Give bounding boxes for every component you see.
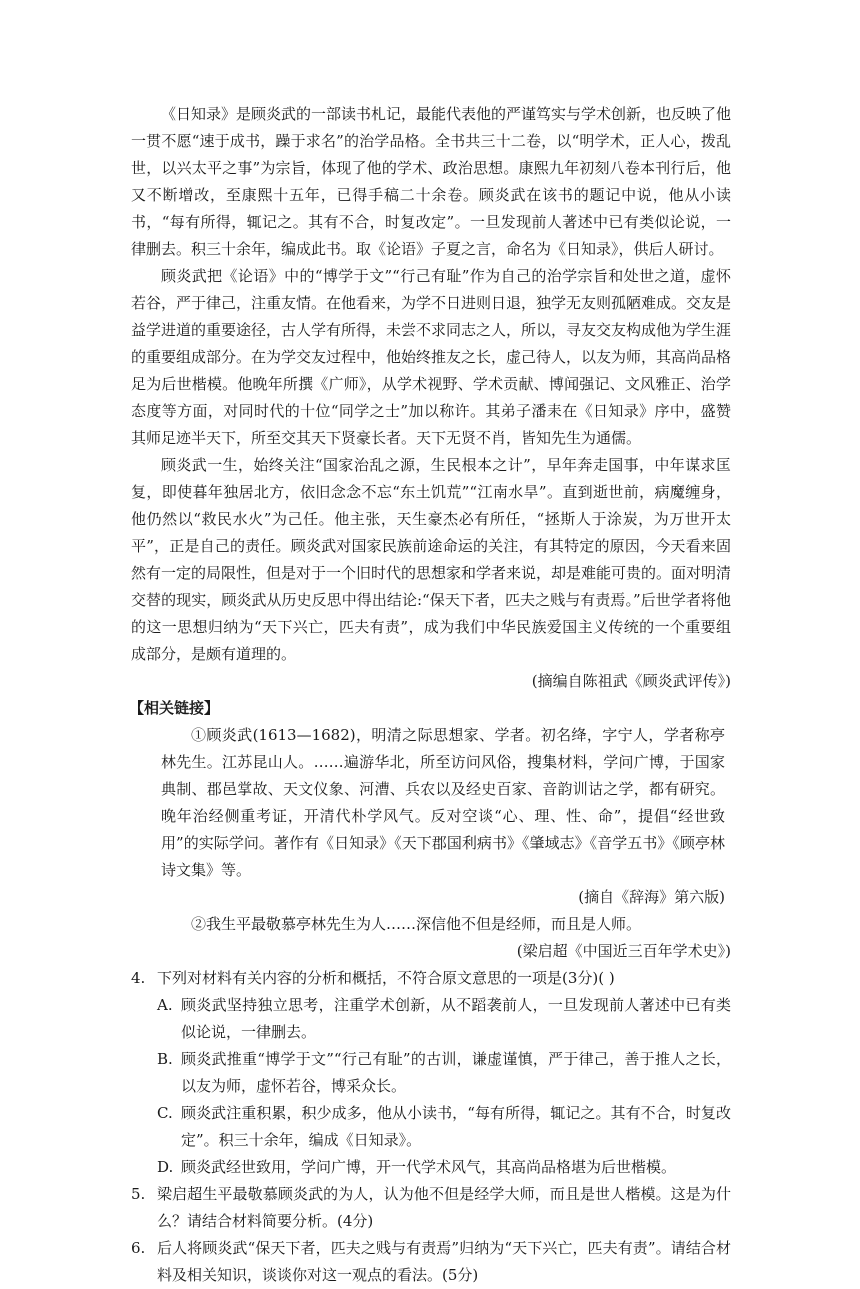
option-text: 顾炎武经世致用，学问广博，开一代学术风气，其高尚品格堪为后世楷模。 <box>181 1158 677 1176</box>
link-item-1: ①顾炎武(1613—1682)，明清之际思想家、学者。初名绛，字宁人，学者称亭林先生。江苏昆山人。……遍游华北，所至访问风俗，搜集材料，学问广博，于国家典制、郡邑掌故、天文仪象、河漕、兵农以及经史百家、音韵训诂之学，都有研究。晚年治经侧重考证，开清代朴学风气。反对空谈“心、理、性、命”，提倡“经世致用”的实际学问。著作有《日知录》《天下郡国利病书》《肇域志》《音学五书》《顾亭林诗文集》等。 <box>161 726 725 879</box>
option-text: 顾炎武坚持独立思考，注重学术创新，从不蹈袭前人，一旦发现前人著述中已有类似论说，一律删去。 <box>181 996 731 1041</box>
article-source: (摘编自陈祖武《顾炎武评传》) <box>531 672 731 690</box>
question-4-option-a <box>157 992 731 1046</box>
option-label: A. <box>157 996 173 1014</box>
related-links <box>161 722 725 938</box>
question-6-number: 6. <box>131 1239 146 1257</box>
question-5-text: 梁启超生平最敬慕顾炎武的为人，认为他不但是经学大师，而且是世人楷模。这是为什么？请结合材料简要分析。(4分) <box>157 1185 731 1230</box>
question-4-text: 下列对材料有关内容的分析和概括，不符合原文意思的一项是(3分)( ) <box>157 969 615 987</box>
question-6-text: 后人将顾炎武“保天下者，匹夫之贱与有责焉”归纳为“天下兴亡，匹夫有责”。请结合材料及相关知识，谈谈你对这一观点的看法。(5分) <box>157 1239 731 1284</box>
article-paragraph-2: 顾炎武把《论语》中的“博学于文”“行己有耻”作为自己的治学宗旨和处世之道，虚怀若谷，严于律己，注重友情。在他看来，为学不日进则日退，独学无友则孤陋难成。交友是益学进道的重要途径，古人学有所得，未尝不求同志之人，所以，寻友交友构成他为学生涯的重要组成部分。在为学交友过程中，他始终推友之长，虚己待人，以友为师，其高尚品格足为后世楷模。他晚年所撰《广师》，从学术视野、学术贡献、博闻强记、文风雅正、治学态度等方面，对同时代的十位“同学之士”加以称许。其弟子潘耒在《日知录》序中，盛赞其师足迹半天下，所至交其天下贤豪长者。天下无贤不肖，皆知先生为通儒。 <box>131 267 732 447</box>
link-item-1-source: (摘自《辞海》第六版) <box>578 888 725 906</box>
content-column <box>131 101 731 1289</box>
question-4-number: 4. <box>131 969 146 987</box>
article-paragraph-3: 顾炎武一生，始终关注“国家治乱之源，生民根本之计”，早年奔走国事，中年谋求匡复，即使暮年独居北方，依旧念念不忘“东土饥荒”“江南水旱”。直到逝世前，病魔缠身，他仍然以“救民水火”为己任。他主张，天生豪杰必有所任，“拯斯人于涂炭，为万世开太平”，正是自己的责任。顾炎武对国家民族前途命运的关注，有其特定的原因，今天看来固然有一定的局限性，但是对于一个旧时代的思想家和学者来说，却是难能可贵的。面对明清交替的现实，顾炎武从历史反思中得出结论:“保天下者，匹夫之贱与有责焉。”后世学者将他的这一思想归纳为“天下兴亡，匹夫有责”，成为我们中华民族爱国主义传统的一个重要组成部分，是颇有道理的。 <box>131 456 732 663</box>
link-item-2-source: (梁启超《中国近三百年学术史》) <box>516 942 731 960</box>
question-6 <box>131 1235 731 1289</box>
link-item-2: ②我生平最敬慕亭林先生为人……深信他不但是经师，而且是人师。 <box>191 915 642 933</box>
article-paragraph-1: 《日知录》是顾炎武的一部读书札记，最能代表他的严谨笃实与学术创新，也反映了他一贯不愿“速于成书，躁于求名”的治学品格。全书共三十二卷，以“明学术，正人心，拨乱世，以兴太平之事”为宗旨，体现了他的学术、政治思想。康熙九年初刻八卷本刊行后，他又不断增改，至康熙十五年，已得手稿二十余卷。顾炎武在该书的题记中说，他从小读书，“每有所得，辄记之。其有不合，时复改定”。一旦发现前人著述中已有类似论说，一律删去。积三十余年，编成此书。取《论语》子夏之言，命名为《日知录》，供后人研讨。 <box>131 105 732 258</box>
option-text: 顾炎武注重积累，积少成多，他从小读书，“每有所得，辄记之。其有不合，时复改定”。积三十余年，编成《日知录》。 <box>181 1104 731 1149</box>
question-4-option-b <box>157 1046 731 1100</box>
question-5-number: 5. <box>131 1185 146 1203</box>
option-label: B. <box>157 1050 173 1068</box>
question-4 <box>131 965 731 992</box>
question-4-option-d <box>157 1154 731 1181</box>
question-5 <box>131 1181 731 1235</box>
option-text: 顾炎武推重“博学于文”“行己有耻”的古训，谦虚谨慎，严于律己，善于推人之长，以友为师，虚怀若谷，博采众长。 <box>181 1050 731 1095</box>
question-4-option-c <box>157 1100 731 1154</box>
option-label: C. <box>157 1104 173 1122</box>
option-label: D. <box>157 1158 174 1176</box>
related-links-heading: 【相关链接】 <box>129 699 220 717</box>
